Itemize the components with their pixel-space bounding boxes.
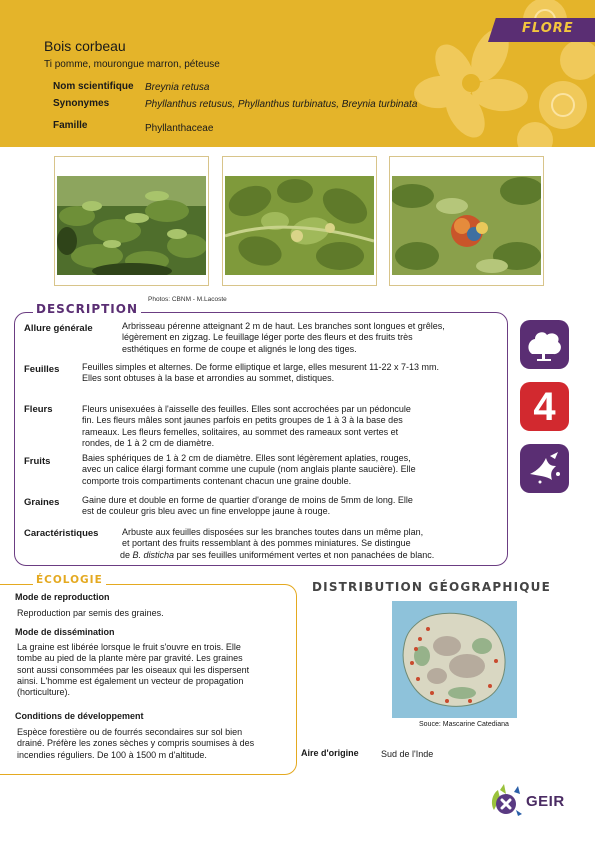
characteristics-label: Caractéristiques — [24, 528, 99, 539]
fruits-label: Fruits — [24, 456, 51, 467]
leaves-closeup-photo — [225, 176, 374, 275]
photo-frame-3 — [389, 156, 544, 286]
distribution-map — [392, 601, 517, 718]
map-source: Souce: Mascarine Catediana — [419, 721, 509, 728]
flowers-label: Fleurs — [24, 404, 53, 415]
description-title: DESCRIPTION — [33, 302, 141, 316]
habit-label: Allure générale — [24, 323, 93, 334]
family-value: Phyllanthaceae — [145, 123, 214, 134]
flowers-line: Fleurs unisexuées à l'aisselle des feuilles. Elles sont accrochées par un pédoncule — [82, 404, 411, 414]
photo-frame-2 — [222, 156, 377, 286]
seeds-line: Gaine dure et double en forme de quartier d'orange de moins de 5mm de long. Elle — [82, 495, 413, 505]
reproduction-line: Reproduction par semis des graines. — [17, 608, 164, 618]
habit-line: légèrement en zigzag. Le feuillage léger porte des fleurs et des fruits très — [122, 332, 413, 343]
scientific-name-label: Nom scientifique — [53, 81, 134, 92]
origin-value: Sud de l'Inde — [381, 749, 434, 759]
characteristics-line — [120, 550, 434, 561]
dissemination-text — [17, 642, 249, 698]
flowers-line: rameaux. Les fleurs femelles, solitaires, au sommet des rameaux sont vertes et — [82, 426, 399, 437]
flowers-line: fin. Les fleurs mâles sont jaunes parfois en petits groupes de 1 à 3 à la base des — [82, 415, 403, 426]
distribution-title: DISTRIBUTION GÉOGRAPHIQUE — [312, 580, 551, 594]
dissemination-line: La graine est libérée lorsque le fruit s'ouvre en trois. Elle — [17, 642, 241, 652]
reproduction-text — [17, 608, 164, 619]
shrub-icon — [520, 320, 569, 369]
dissemination-line: (horticulture). — [17, 687, 71, 698]
flowers-line: rondes, de 1 à 2 cm de diamètre. — [82, 437, 215, 448]
fruits-line: avec un calice élargi formant comme une cupule (nom anglais plante saucière). Elle — [82, 464, 416, 475]
development-line: incendies réguliers. De 100 à 1500 m d'altitude. — [17, 749, 207, 760]
synonyms-label: Synonymes — [53, 98, 110, 109]
characteristics-prefix: de — [120, 549, 133, 560]
origin-label: Aire d'origine — [301, 748, 359, 758]
flowers-text — [82, 404, 411, 449]
fruit-photo — [392, 176, 541, 275]
geir-logo-text: GEIR — [526, 793, 565, 810]
development-label: Conditions de développement — [15, 711, 144, 721]
dissemination-line: ainsi. L'homme est également un vecteur de propagation — [17, 675, 244, 686]
seeds-line: est de couleur gris bleu avec un fine enveloppe jaune à rouge. — [82, 506, 331, 517]
dissemination-line: sont aussi consommées par les oiseaux qui les dispersent — [17, 664, 250, 675]
reproduction-label: Mode de reproduction — [15, 592, 110, 602]
common-names: Ti pomme, mourongue marron, péteuse — [44, 59, 220, 70]
leaves-text — [82, 362, 439, 385]
header-banner — [0, 0, 595, 147]
dissemination-label: Mode de dissémination — [15, 627, 115, 637]
ecology-title: ÉCOLOGIE — [33, 574, 106, 586]
dissemination-line: tombe au pied de la plante mère par gravité. Les graines — [17, 653, 243, 664]
seeds-label: Graines — [24, 497, 60, 508]
photo-credit: Photos: CBNM - M.Lacoste — [148, 296, 227, 303]
characteristics-species: B. disticha — [132, 549, 175, 560]
characteristics-line: et portant des fruits ressemblant à des pommes miniatures. Se distingue — [122, 538, 411, 549]
bird-icon — [520, 444, 569, 493]
family-label: Famille — [53, 120, 88, 131]
development-text — [17, 727, 254, 761]
fruits-text — [82, 453, 416, 487]
habit-line: Arbrisseau pérenne atteignant 2 m de haut. Les branches sont longues et grêles, — [122, 321, 445, 331]
category-label: FLORE — [522, 21, 574, 36]
habit-text — [122, 321, 445, 355]
habit-line: esthétiques en forme de coupe et alignés le long des tiges. — [122, 343, 357, 354]
development-line: drainé. Préfère les zones sèches y compris soumises à des — [17, 738, 255, 749]
leaves-label: Feuilles — [24, 364, 60, 375]
development-line: Espèce forestière ou de fourrés secondaires sur sol bien — [17, 727, 243, 737]
shrub-photo — [57, 176, 206, 275]
leaves-line: Feuilles simples et alternes. De forme elliptique et large, elles mesurent 11-22 x 7-13 mm. — [82, 362, 439, 372]
photo-frame-1 — [54, 156, 209, 286]
species-title: Bois corbeau — [44, 38, 126, 54]
characteristics-line: Arbuste aux feuilles disposées sur les branches toutes dans un même plan, — [122, 527, 424, 537]
scientific-name-value: Breynia retusa — [145, 82, 210, 93]
seeds-text — [82, 495, 413, 518]
leaves-line: Elles sont obtuses à la base et arrondies au sommet, distiques. — [82, 373, 335, 384]
fruits-line: comporte trois compartiments contenant chacun une graine double. — [82, 475, 352, 486]
characteristics-text — [122, 527, 434, 561]
fruits-line: Baies sphériques de 1 à 2 cm de diamètre. Elles sont légèrement aplaties, rouges, — [82, 453, 411, 463]
growth-number-badge — [520, 382, 569, 431]
characteristics-suffix: par ses feuilles uniformément vertes et non panachées de blanc. — [174, 549, 435, 560]
synonyms-value: Phyllanthus retusus, Phyllanthus turbinatus, Breynia turbinata — [145, 99, 418, 110]
growth-number: 4 — [533, 385, 556, 429]
